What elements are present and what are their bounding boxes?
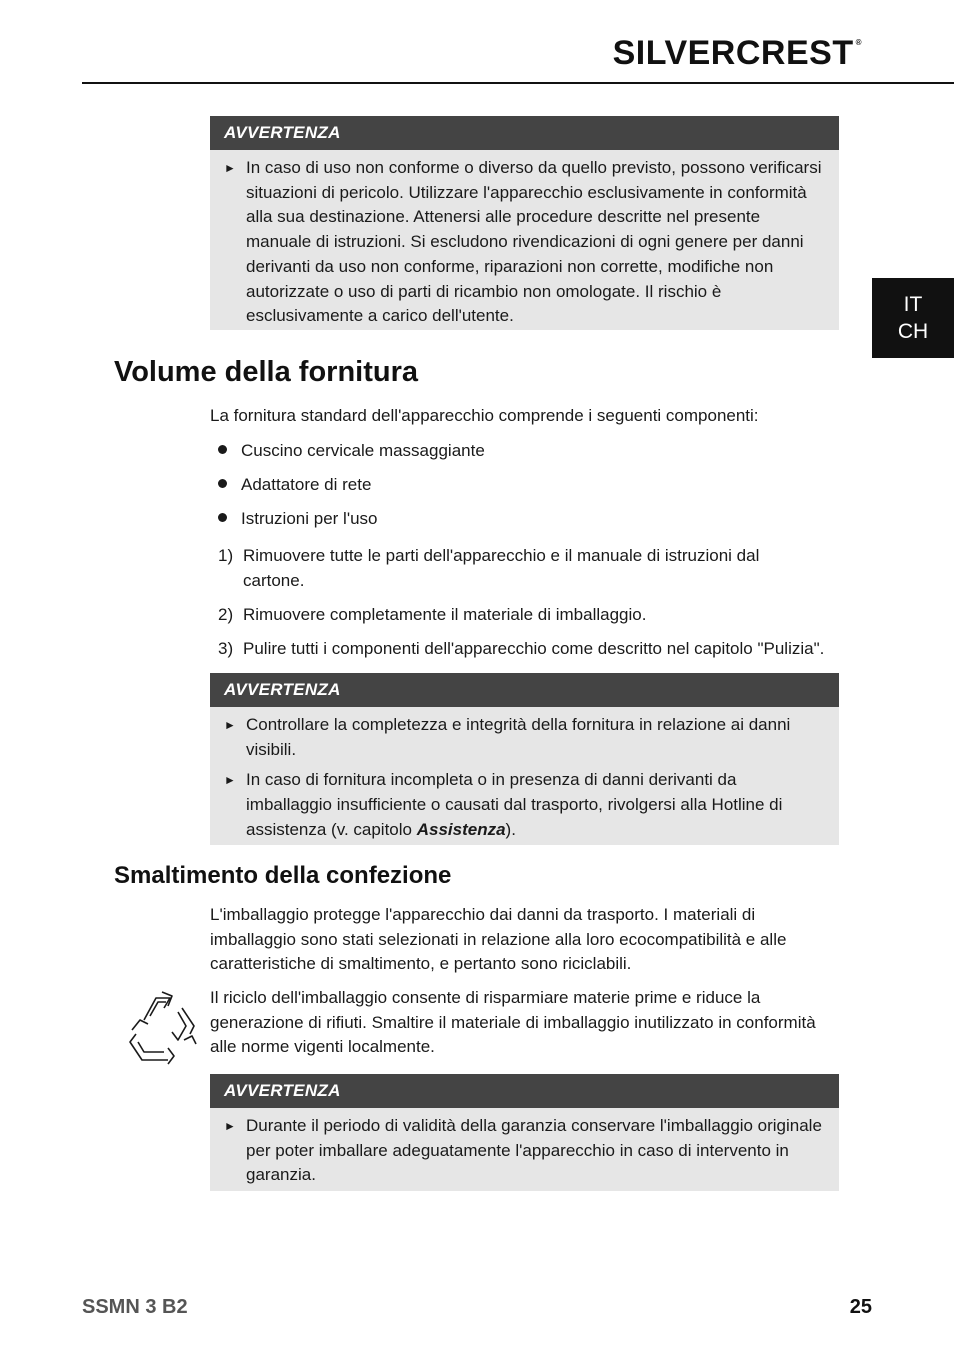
step-item [218,603,843,628]
step-item [218,544,798,593]
step-text: Rimuovere tutte le parti dell'apparecchio e il manuale di istruzioni dal cartone. [243,546,760,590]
section-title-disposal: Smaltimento della confezione [114,862,452,889]
warning-item-text: In caso di fornitura incompleta o in presenza di danni derivanti da imballaggio insufficiente o causati dal trasporto, rivolgersi alla Hotline di assistenza (v. capitolo [246,770,783,839]
supply-intro: La fornitura standard dell'apparecchio comprende i seguenti componenti: [210,406,759,425]
recycle-icon [122,990,202,1066]
warning-item [224,713,827,762]
list-item [218,507,377,531]
warning-box-completeness [210,673,839,845]
page-number: 25 [849,1296,872,1318]
step-number: 2) [218,605,234,624]
list-item [218,439,485,463]
bullet-dot-icon [218,513,227,522]
language-tab [872,278,954,358]
chapter-reference: Assistenza [416,819,506,839]
warning-item-text: Controllare la completezza e integrità della fornitura in relazione ai danni visibili. [246,715,791,759]
disposal-paragraph-1: L'imballaggio protegge l'apparecchio dai danni da trasporto. I materiali di imballaggio sono stati selezionati in relazione alla loro ecocompatibilità e alle caratteristiche di smaltimento, e pertanto sono riciclabili. [210,905,787,974]
brand-logo [613,34,862,73]
list-item-text: Adattatore di rete [241,475,372,494]
warning-item [224,768,827,842]
step-number: 3) [218,639,234,658]
bullet-dot-icon [218,445,227,454]
brand-logo-text: SILVERCREST [612,34,854,72]
warning-item [224,1114,827,1188]
warning-item-text-end: ). [505,819,516,839]
triangle-right-icon: ► [224,718,236,732]
warning-box-intended-use [210,116,839,330]
bullet-dot-icon [218,479,227,488]
step-number: 1) [218,546,234,565]
triangle-right-icon: ► [224,1119,236,1133]
warning-item-text: Durante il periodo di validità della garanzia conservare l'imballaggio originale per poter imballare adeguatamente l'apparecchio in caso di intervento in garanzia. [246,1116,822,1185]
section-title-supply: Volume della fornitura [114,356,419,388]
triangle-right-icon: ► [224,773,236,788]
language-code: IT [903,293,923,316]
registered-mark: ® [855,38,862,47]
list-item [218,473,371,497]
warning-item [224,156,827,329]
step-item [218,637,848,662]
header-rule [82,82,954,84]
list-item-text: Cuscino cervicale massaggiante [241,441,485,460]
step-text: Pulire tutti i componenti dell'apparecchio come descritto nel capitolo "Pulizia". [243,639,825,658]
footer-model: SSMN 3 B2 [82,1296,188,1318]
warning-heading: AVVERTENZA [210,1074,839,1108]
warning-heading: AVVERTENZA [210,116,839,150]
warning-heading: AVVERTENZA [210,673,839,707]
disposal-paragraph-2: Il riciclo dell'imballaggio consente di risparmiare materie prime e riduce la generazione di rifiuti. Smaltire il materiale di imballaggio inutilizzato in conformità alle norme vigenti localmente. [210,988,816,1057]
country-code: CH [897,320,929,343]
step-text: Rimuovere completamente il materiale di imballaggio. [243,605,647,624]
triangle-right-icon: ► [224,161,236,175]
warning-item-text: In caso di uso non conforme o diverso da quello previsto, possono verificarsi situazioni di pericolo. Utilizzare l'apparecchio esclusivamente in conformità alla sua destinazione. Attenersi alle procedure descritte nel presente manuale di istruzioni. Si escludono rivendicazioni di ogni genere per danni derivanti da uso non conforme, riparazioni non corrette, modifiche non autorizzate o uso di parti di ricambio non omologate. Il rischio è esclusivamente a carico dell'utente. [246,158,822,326]
warning-box-packaging [210,1074,839,1191]
list-item-text: Istruzioni per l'uso [241,509,378,528]
